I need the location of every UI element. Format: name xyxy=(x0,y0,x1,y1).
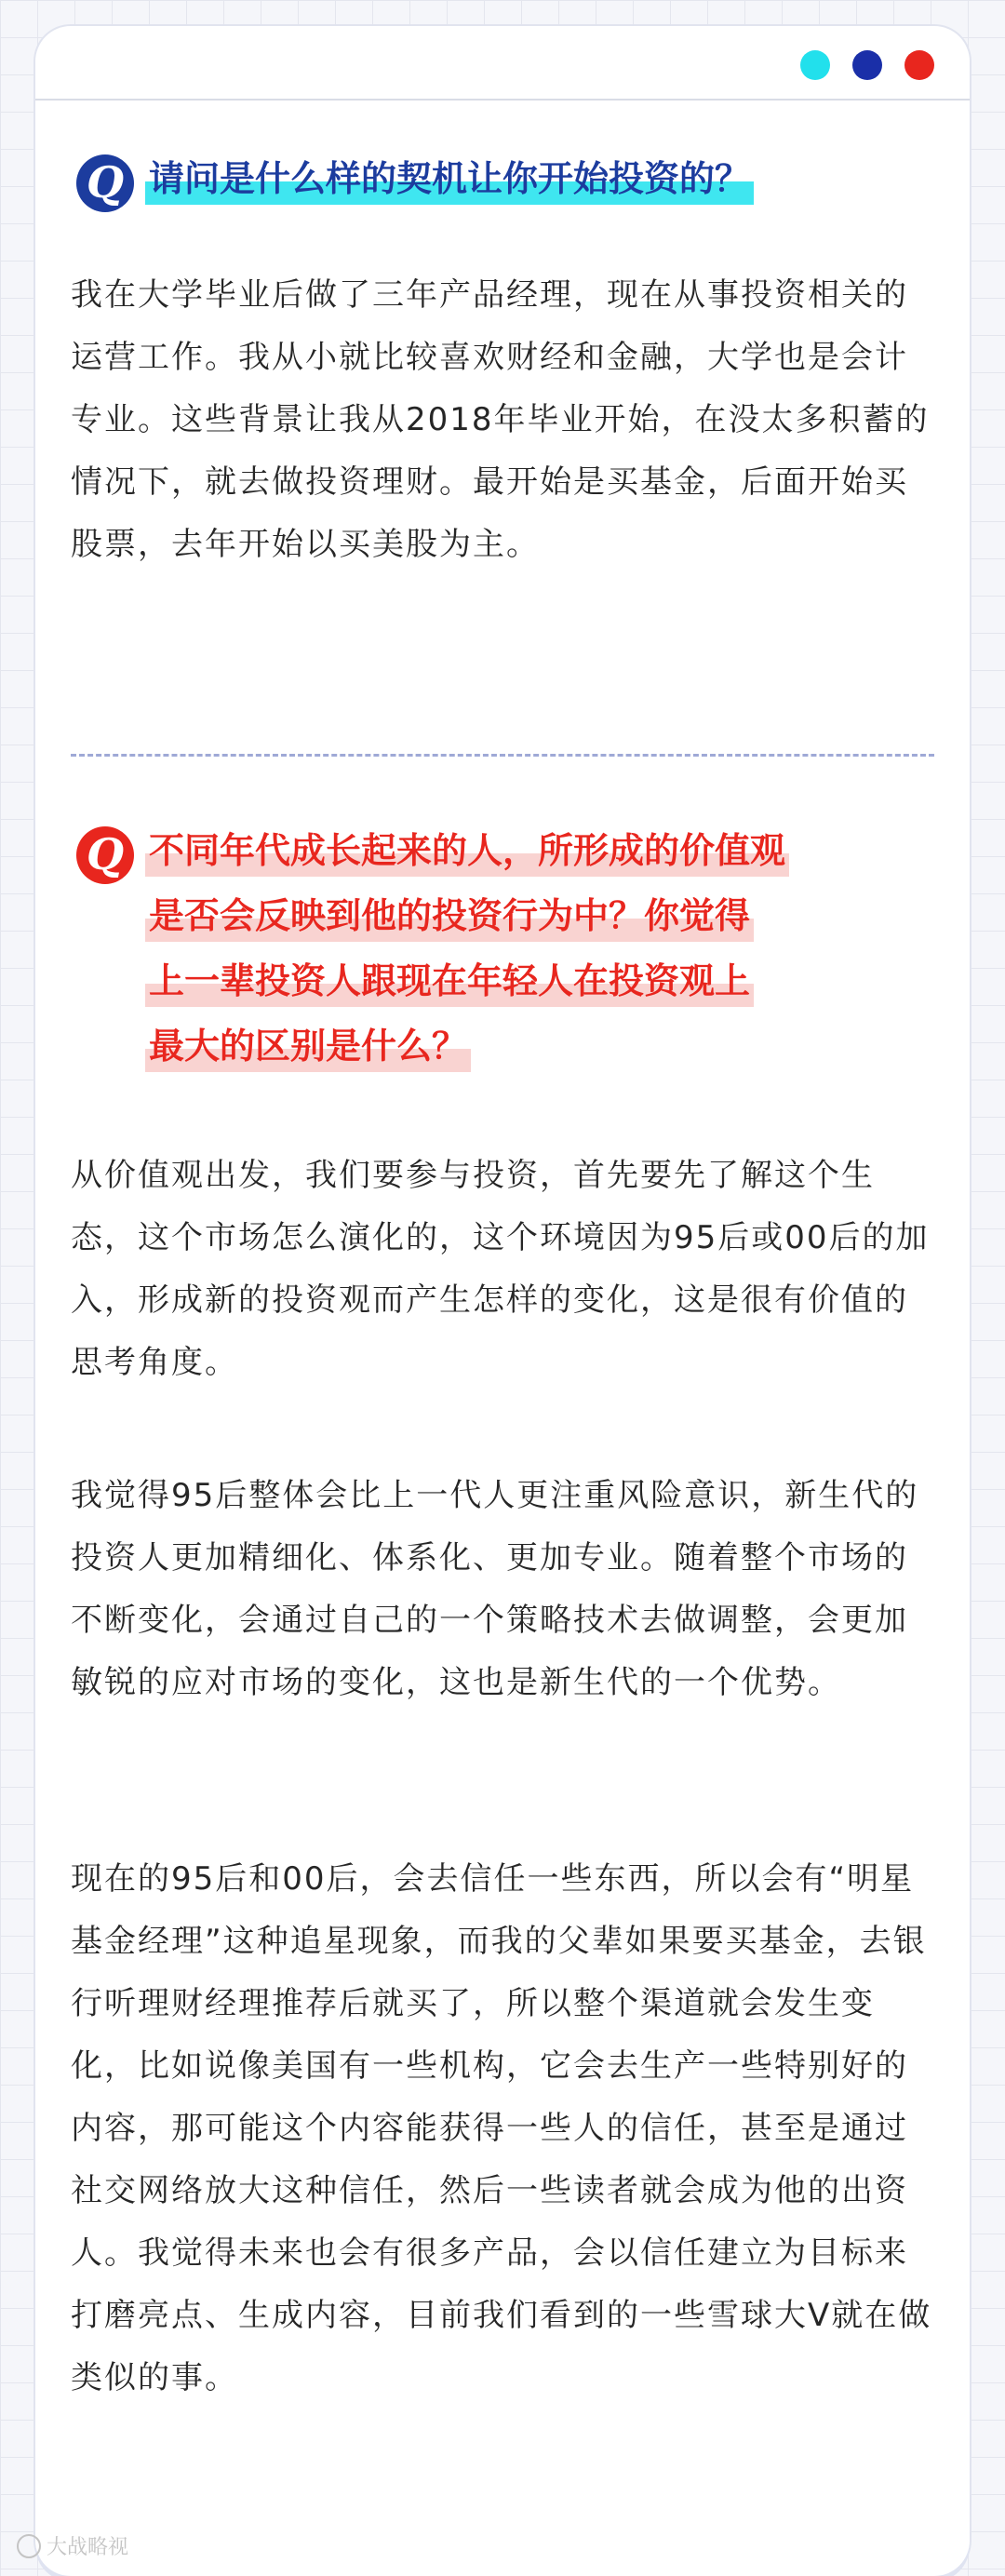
q-icon: Q xyxy=(76,826,134,884)
question-2-line: 不同年代成长起来的人，所形成的价值观 xyxy=(145,825,789,877)
watermark-icon xyxy=(17,2534,41,2558)
answer-2-paragraph-3: 现在的95后和00后，会去信任一些东西，所以会有“明星基金经理”这种追星现象，而我的父辈如果要买基金，去银行听理财经理推荐后就买了，所以整个渠道就会发生变化，比如说像美国有一些机构，它会去生产一些特别好的内容，那可能这个内容能获得一些人的信任，甚至是通过社交网络放大这种信任，然后一些读者就会成为他的出资人。我觉得未来也会有很多产品，会以信任建立为目标来打磨亮点、生成内容，目前我们看到的一些雪球大V就在做类似的事。 xyxy=(71,1860,932,2396)
content-card xyxy=(35,26,970,2576)
card-header xyxy=(35,26,970,101)
blue-dot-icon xyxy=(852,50,882,80)
answer-2-paragraph-2: 我觉得95后整体会比上一代人更注重风险意识，新生代的投资人更加精细化、体系化、更加专业。随着整个市场的不断变化，会通过自己的一个策略技术去做调整，会更加敏锐的应对市场的变化，这也是新生代的一个优势。 xyxy=(71,1477,919,1701)
question-1 xyxy=(76,153,934,218)
watermark-text: 大战略视 xyxy=(47,2536,129,2559)
q-icon: Q xyxy=(76,154,134,212)
window-dots xyxy=(800,50,934,80)
answer-1: 我在大学毕业后做了三年产品经理，现在从事投资相关的运营工作。我从小就比较喜欢财经和金融，大学也是会计专业。这些背景让我从2018年毕业开始，在没太多积蓄的情况下，就去做投资理财。最开始是买基金，后面开始买股票，去年开始以买美股为主。 xyxy=(71,276,930,563)
question-2 xyxy=(76,825,934,1085)
question-1-line: 请问是什么样的契机让你开始投资的？ xyxy=(145,153,754,205)
watermark xyxy=(17,2531,128,2560)
question-2-line: 上一辈投资人跟现在年轻人在投资观上 xyxy=(145,955,754,1007)
question-2-line: 最大的区别是什么？ xyxy=(145,1020,471,1072)
dashed-divider xyxy=(71,754,934,757)
question-2-line: 是否会反映到他的投资行为中？你觉得 xyxy=(145,890,754,942)
answer-2-paragraph-1: 从价值观出发，我们要参与投资，首先要先了解这个生态，这个市场怎么演化的，这个环境因为95后或00后的加入，形成新的投资观而产生怎样的变化，这是很有价值的思考角度。 xyxy=(71,1157,930,1381)
cyan-dot-icon xyxy=(800,50,830,80)
red-dot-icon xyxy=(904,50,934,80)
